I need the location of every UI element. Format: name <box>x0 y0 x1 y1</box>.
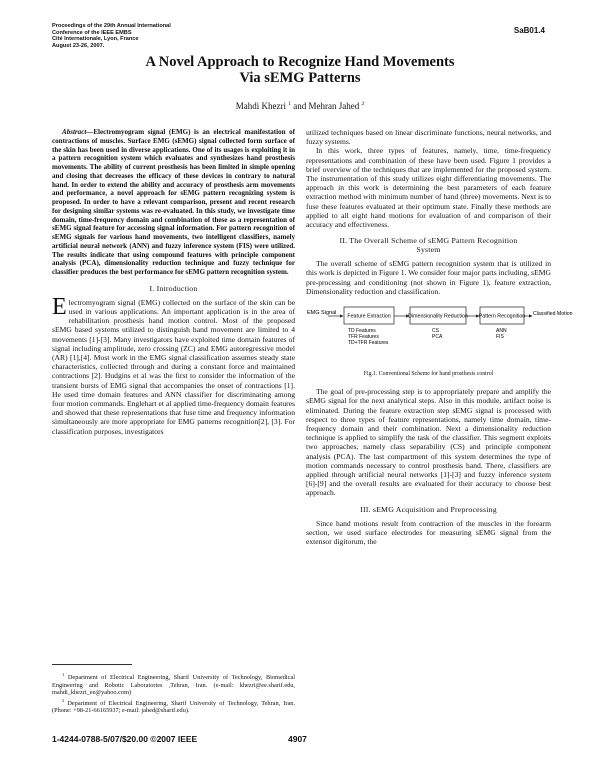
author-1: Mahdi Khezri <box>235 101 289 111</box>
intro-text: lectromyogram signal (EMG) collected on the surface of the skin can be used in various applications. An important application is in the area of rehabilitation prosthesis hand motion control. Most of the proposed sEMG based systems utilized to distinguish hand movement are limited to 4 movements [1]-[3]. Many investigators have exploited time domain features of signal including amplitude, zero crossing (ZC) and EMG autoregressive model (AR) [1],[4]. Most work in the EMG signal classification assumes steady state characteristics, collected through and during a constant force and maintained contractions [2]. Hudgins et al was the first to consider the information of the transient bursts of EMG signal that accompanies the onset of contractions [1]. He used time domain features and ANN classifier for discriminating among four motion commands. Englehart et al applied time-frequency domain features and showed that these representations that fuse time and frequency information simultaneously are more appropriate for EMG patterns recognition[2], [3]. For classification purposes, investigators <box>52 297 295 436</box>
feature-list-item: TD Features <box>348 328 376 335</box>
session-code: SaB01.4 <box>513 26 545 35</box>
right-column <box>306 128 573 547</box>
footnote-2 <box>52 697 295 715</box>
feature-list-item: TD+TFR Features <box>348 340 389 347</box>
box-label: Dimensionality Reduction <box>408 313 468 320</box>
left-column <box>52 128 295 436</box>
paragraph: The overall scheme of sEMG pattern recognition system that is utilized in this work is depicted in Figure 1. We consider four major parts including, sEMG pre-processing and conditioning (not shown in Figure 1), feature extraction, Dimensionality reduction and classification. <box>306 259 551 296</box>
figure-1 <box>306 302 573 372</box>
reduction-list-item: CS <box>432 328 439 335</box>
footnote-text: Department of Electrical Engineering, Sharif University of Technology, Biomedical Engineering and Robotic Laboratories ,Tehran, Iran. (e-mail: khezri@ee.sharif.edu, mahdi_khezri_ee@yahoo.com) <box>52 674 295 697</box>
author-2: and Mehran Jahed <box>291 101 362 111</box>
abstract-text: —Electromyogram signal (EMG) is an electrical manifestation of contractions of muscles. Surface EMG (sEMG) signal collected form surface of the skin has been used in diverse applications. One of its usages is exploiting it in a pattern recognition system which evaluates and synthesizes hand prosthesis movements. The ability of current prosthesis has been limited in simple opening and closing that decreases the efficacy of these devices in contrary to natural hand. In order to extend the ability and accuracy of prosthesis arm movements and performance, a novel approach for sEMG pattern recognizing system is proposed. In order to have a relevant comparison, present and recent research for designing similar systems was re-evaluated. In this study, we investigate time domain, time-frequency domain and combination of these as a representation of sEMG signal feature for accessing signal information. For pattern recognition of sEMG signals for various hand movements, two intelligent classifiers, namely artificial neural network (ANN) and fuzzy inference system (FIS) were utilized. The results indicate that using compound features with principle component analysis (PCA), dimensionality reduction technique and fuzzy technique for classifier produces the best performance for sEMG pattern recognition system. <box>52 128 295 276</box>
footnotes <box>52 664 295 715</box>
classifier-list-item: FIS <box>496 334 504 341</box>
footnote-text: Department of Electrical Engineering, Sharif University of Technology, Tehran, Iran. (Phone: +98-21-66165937; e-mail: jahed@sharif.edu). <box>52 699 295 715</box>
paragraph: In this work, three types of features, namely, time, time-frequency representations and combination of these have been used. Figure 1 provides a brief overview of the techniques that are implemented for the proposed system. The instrumentation of this study utilizes eight differentiating movements. The approach in this work is determining the best parameters of each feature extraction method with minimum number of hand (three) movements. Next is to fuse these features evaluated at their optimum state. Finally these methods are applied to all eight hand motions for evaluation of and comparison of their accuracy and effectiveness. <box>306 146 551 230</box>
abstract <box>52 128 295 277</box>
section-heading: III. sEMG Acquisition and Preprocessing <box>360 504 497 514</box>
header-line: Proceedings of the 29th Annual International <box>52 23 171 29</box>
footnote-rule <box>52 664 132 665</box>
paragraph: The goal of pre-processing step is to appropriately prepare and amplify the sEMG signal for the next analytical steps. Also in this module, artifact noise is eliminated. During the feature extraction step sEMG signal is processed with respect to three types of feature representations, namely time domain, time-frequency domain and their combination. Next a dimensionality reduction technique is applied to simplify the task of the classifier. This segment exploits two approaches, namely class separability (CS) and principle component analysis (PCA). The last compartment of this system determines the type of motion commands necessary to control prosthesis hand. There, classifiers are applied through artificial neural networks [1]-[3] and fuzzy inference system [6]-[9] and the overall results are evaluated for their accuracy to choose best approach. <box>306 387 551 498</box>
reduction-list-item: PCA <box>432 334 443 341</box>
box-label: Pattern Recognition <box>478 313 526 320</box>
copyright-footer: 1-4244-0788-5/07/$20.00 ©2007 IEEE <box>52 734 198 744</box>
classifier-list-item: ANN <box>496 328 507 335</box>
output-label: Classified Motion <box>533 311 573 318</box>
input-label: EMG Signal <box>307 310 337 317</box>
footnote-1 <box>52 671 295 697</box>
section-heading <box>306 236 551 254</box>
figure-caption: Fig.1. Conventional Scheme for hand prosthesis control <box>363 371 494 378</box>
header-line: August 23-26, 2007. <box>52 43 105 50</box>
drop-cap: E <box>52 293 67 320</box>
header-line: Cité Internationale, Lyon, France <box>52 36 139 43</box>
author-1-mark: 1 <box>288 101 291 107</box>
paper-title <box>0 54 600 86</box>
title-line-1: A Novel Approach to Recognize Hand Movements <box>145 54 455 70</box>
section-heading: I. Introduction <box>149 283 198 293</box>
block-diagram <box>306 302 573 372</box>
conference-header <box>52 23 171 50</box>
author-2-mark: 2 <box>361 101 365 107</box>
page-number: 4907 <box>288 734 307 744</box>
intro-paragraph <box>52 293 295 436</box>
header-line: Conference of the IEEE EMBS <box>52 29 132 36</box>
authors <box>0 101 600 111</box>
paragraph: utilized techniques based on linear discriminate functions, neural networks, and fuzzy systems. <box>306 128 551 147</box>
section-title-line: II. The Overall Scheme of sEMG Pattern Recognition <box>339 236 518 246</box>
title-line-2: Via sEMG Patterns <box>239 70 361 86</box>
footnote-mark: 1 <box>62 672 65 677</box>
box-label: Feature Extraction <box>347 313 391 320</box>
abstract-label: Abstract <box>62 128 87 136</box>
footnote-mark: 2 <box>62 697 65 703</box>
section-title-line: System <box>416 245 441 255</box>
paragraph: Since hand motions result from contraction of the muscles in the forearm section, we used surface electrodes for measuring sEMG signal from the extensor digitorum, the <box>306 518 551 547</box>
feature-list-item: TFR Features <box>348 334 379 341</box>
